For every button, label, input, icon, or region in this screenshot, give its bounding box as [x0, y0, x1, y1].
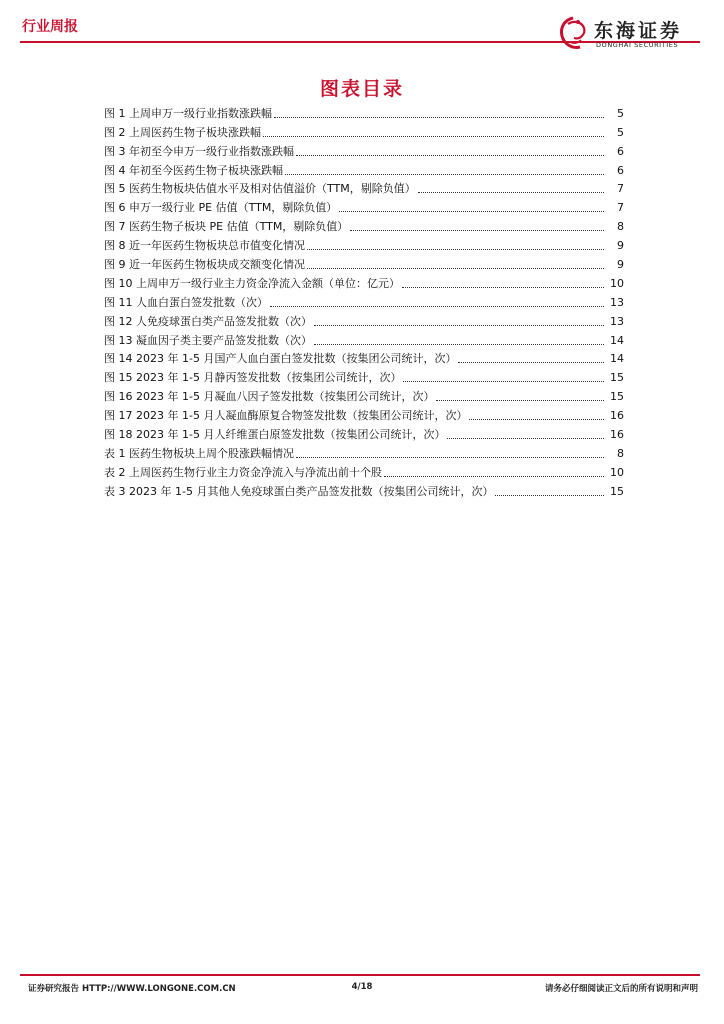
dot-leader: [447, 437, 604, 439]
dot-leader: [314, 343, 604, 345]
dot-leader: [469, 418, 604, 420]
toc-figure-entry[interactable]: [104, 215, 624, 234]
toc-figure-entry-page-number: 6: [617, 144, 624, 158]
toc-figure-entry-page-number: 15: [610, 390, 624, 404]
toc-table-entry[interactable]: [104, 442, 624, 461]
toc-figure-entry-page-number: 5: [617, 125, 624, 139]
figure-list: [104, 102, 624, 442]
toc-figure-entry[interactable]: [104, 178, 624, 197]
report-type-label: 行业周报: [22, 19, 78, 35]
toc-table-entry-label: 表 3 2023 年 1-5 月其他人免疫球蛋白类产品签发批数（按集团公司统计，次）: [104, 484, 494, 498]
dot-leader: [307, 248, 604, 250]
dot-leader: [307, 267, 604, 269]
toc-figure-entry-label: 图 1 上周申万一级行业指数涨跌幅: [104, 106, 272, 120]
toc-figure-entry-page-number: 8: [617, 220, 624, 234]
toc-figure-entry-label: 图 18 2023 年 1-5 月人纤维蛋白原签发批数（按集团公司统计，次）: [104, 428, 446, 442]
toc-figure-entry[interactable]: [104, 366, 624, 385]
toc-figure-entry[interactable]: [104, 253, 624, 272]
page-number: 4/18: [351, 982, 373, 992]
toc-figure-entry-page-number: 13: [610, 295, 624, 309]
toc-figure-entry-page-number: 9: [617, 258, 624, 272]
dot-leader: [339, 210, 604, 212]
toc-figure-entry-page-number: 16: [610, 428, 624, 442]
toc-figure-entry[interactable]: [104, 159, 624, 178]
toc-figure-entry[interactable]: [104, 423, 624, 442]
toc-figure-entry-label: 图 12 人免疫球蛋白类产品签发批数（次）: [104, 314, 312, 328]
toc-figure-entry-label: 图 9 近一年医药生物板块成交额变化情况: [104, 258, 305, 272]
dot-leader: [436, 399, 604, 401]
toc-figure-entry[interactable]: [104, 385, 624, 404]
toc-figure-entry-label: 图 17 2023 年 1-5 月人凝血酶原复合物签发批数（按集团公司统计，次）: [104, 409, 468, 423]
dot-leader: [263, 135, 604, 137]
toc-figure-entry-label: 图 2 上周医药生物子板块涨跌幅: [104, 125, 261, 139]
company-logo: [556, 14, 706, 54]
toc-figure-entry[interactable]: [104, 121, 624, 140]
dot-leader: [495, 494, 604, 496]
footer-source: 证券研究报告 HTTP://WWW.LONGONE.COM.CN: [28, 984, 236, 994]
logo-english-text: DONGHAI SECURITIES: [596, 41, 679, 49]
page-header: [0, 0, 724, 60]
toc-table-entry-page-number: 15: [610, 484, 624, 498]
toc-figure-entry-page-number: 9: [617, 239, 624, 253]
toc-figure-entry-label: 图 13 凝血因子类主要产品签发批数（次）: [104, 333, 312, 347]
toc-figure-entry-label: 图 11 人血白蛋白签发批数（次）: [104, 295, 268, 309]
toc-table-entry[interactable]: [104, 461, 624, 480]
dot-leader: [384, 475, 604, 477]
toc-figure-entry[interactable]: [104, 348, 624, 367]
toc-figure-entry-page-number: 5: [617, 106, 624, 120]
toc-figure-entry-page-number: 6: [617, 163, 624, 177]
toc-figure-entry[interactable]: [104, 196, 624, 215]
toc-figure-entry-label: 图 6 申万一级行业 PE 估值（TTM，剔除负值）: [104, 201, 338, 215]
toc-figure-entry[interactable]: [104, 272, 624, 291]
toc-figure-entry-label: 图 7 医药生物子板块 PE 估值（TTM，剔除负值）: [104, 220, 349, 234]
toc-figure-entry[interactable]: [104, 140, 624, 159]
table-list: [104, 442, 624, 499]
toc-figure-entry[interactable]: [104, 310, 624, 329]
toc-figure-entry-label: 图 14 2023 年 1-5 月国产人血白蛋白签发批数（按集团公司统计，次）: [104, 352, 457, 366]
toc-figure-entry[interactable]: [104, 291, 624, 310]
toc-table-entry[interactable]: [104, 480, 624, 499]
footer-divider: [20, 974, 700, 976]
page-title: 图表目录: [319, 78, 404, 100]
dot-leader: [270, 305, 604, 307]
toc-figure-entry-page-number: 15: [610, 371, 624, 385]
toc-figure-entry-page-number: 16: [610, 409, 624, 423]
toc-table-entry-label: 表 2 上周医药生物行业主力资金净流入与净流出前十个股: [104, 465, 382, 479]
toc-figure-entry-label: 图 4 年初至今医药生物子板块涨跌幅: [104, 163, 283, 177]
toc-figure-entry[interactable]: [104, 102, 624, 121]
toc-table-entry-page-number: 10: [610, 465, 624, 479]
dot-leader: [314, 324, 604, 326]
dragon-logo-icon: [556, 14, 590, 54]
toc-table-entry-page-number: 8: [617, 446, 624, 460]
dot-leader: [296, 456, 604, 458]
dot-leader: [418, 191, 604, 193]
dot-leader: [296, 154, 604, 156]
toc-figure-entry[interactable]: [104, 329, 624, 348]
dot-leader: [274, 116, 604, 118]
toc-figure-entry-label: 图 16 2023 年 1-5 月凝血八因子签发批数（按集团公司统计，次）: [104, 390, 435, 404]
toc-figure-entry-page-number: 14: [610, 352, 624, 366]
toc-figure-entry-label: 图 5 医药生物板块估值水平及相对估值溢价（TTM，剔除负值）: [104, 182, 416, 196]
toc-figure-entry-label: 图 3 年初至今申万一级行业指数涨跌幅: [104, 144, 294, 158]
toc-figure-entry-label: 图 15 2023 年 1-5 月静丙签发批数（按集团公司统计，次）: [104, 371, 402, 385]
toc-figure-entry-label: 图 10 上周申万一级行业主力资金净流入金额（单位：亿元）: [104, 276, 400, 290]
dot-leader: [403, 380, 604, 382]
dot-leader: [285, 173, 604, 175]
footer-disclaimer: 请务必仔细阅读正文后的所有说明和声明: [544, 984, 698, 994]
toc-table-entry-label: 表 1 医药生物板块上周个股涨跌幅情况: [104, 446, 294, 460]
logo-chinese-text: 东海证券: [594, 20, 683, 42]
toc-figure-entry[interactable]: [104, 234, 624, 253]
toc-figure-entry-page-number: 13: [610, 314, 624, 328]
toc-figure-entry-page-number: 10: [610, 276, 624, 290]
toc-figure-entry-page-number: 7: [617, 201, 624, 215]
toc-figure-entry-label: 图 8 近一年医药生物板块总市值变化情况: [104, 239, 305, 253]
toc-figure-entry-page-number: 14: [610, 333, 624, 347]
dot-leader: [350, 229, 604, 231]
dot-leader: [458, 361, 604, 363]
toc-figure-entry-page-number: 7: [617, 182, 624, 196]
toc-figure-entry[interactable]: [104, 404, 624, 423]
dot-leader: [402, 286, 604, 288]
